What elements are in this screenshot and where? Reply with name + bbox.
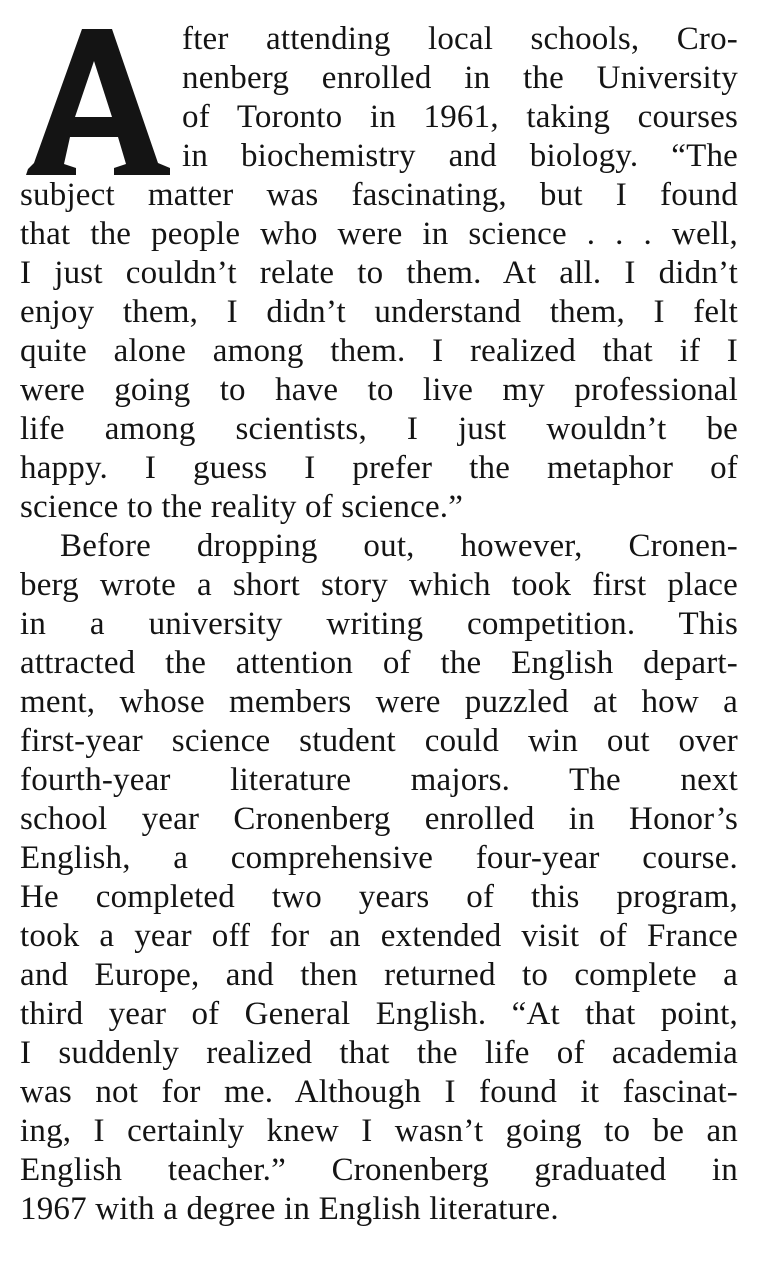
article-page — [20, 20, 738, 1229]
text-line: nenberg enrolled in the University — [182, 60, 738, 96]
text-line: 1967 with a degree in English literature. — [20, 1191, 559, 1227]
text-line: subject matter was fascinating, but I found — [20, 177, 738, 213]
text-line: happy. I guess I prefer the metaphor of — [20, 450, 738, 486]
paragraph-2 — [20, 527, 738, 1229]
text-line: in a university writing competition. This — [20, 606, 738, 642]
text-line: took a year off for an extended visit of France — [20, 918, 738, 954]
text-line: English, a comprehensive four-year course. — [20, 840, 738, 876]
text-line: He completed two years of this program, — [20, 879, 738, 915]
text-line: I suddenly realized that the life of academia — [20, 1035, 738, 1071]
text-line: third year of General English. “At that point, — [20, 996, 738, 1032]
text-line: was not for me. Although I found it fascinat- — [20, 1074, 738, 1110]
text-line: I just couldn’t relate to them. At all. I didn’t — [20, 255, 738, 291]
text-line: first-year science student could win out over — [20, 723, 738, 759]
text-line: fter attending local schools, Cro- — [182, 21, 738, 57]
text-line: berg wrote a short story which took first place — [20, 567, 738, 603]
drop-cap-letter — [20, 25, 172, 175]
text-line: in biochemistry and biology. “The — [182, 138, 738, 174]
text-line: science to the reality of science.” — [20, 489, 464, 525]
text-line: ment, whose members were puzzled at how a — [20, 684, 738, 720]
text-line: ing, I certainly knew I wasn’t going to be an — [20, 1113, 738, 1149]
text-line: school year Cronenberg enrolled in Honor’s — [20, 801, 738, 837]
text-line: of Toronto in 1961, taking courses — [182, 99, 738, 135]
text-line: enjoy them, I didn’t understand them, I felt — [20, 294, 738, 330]
text-line: quite alone among them. I realized that if I — [20, 333, 738, 369]
text-line: Before dropping out, however, Cronen- — [60, 528, 738, 564]
text-line: attracted the attention of the English depart- — [20, 645, 738, 681]
text-line: life among scientists, I just wouldn’t be — [20, 411, 738, 447]
text-line: were going to have to live my professional — [20, 372, 738, 408]
text-line: that the people who were in science . . . well, — [20, 216, 738, 252]
text-line: and Europe, and then returned to complete a — [20, 957, 738, 993]
text-line: English teacher.” Cronenberg graduated in — [20, 1152, 738, 1188]
text-line: fourth-year literature majors. The next — [20, 762, 738, 798]
